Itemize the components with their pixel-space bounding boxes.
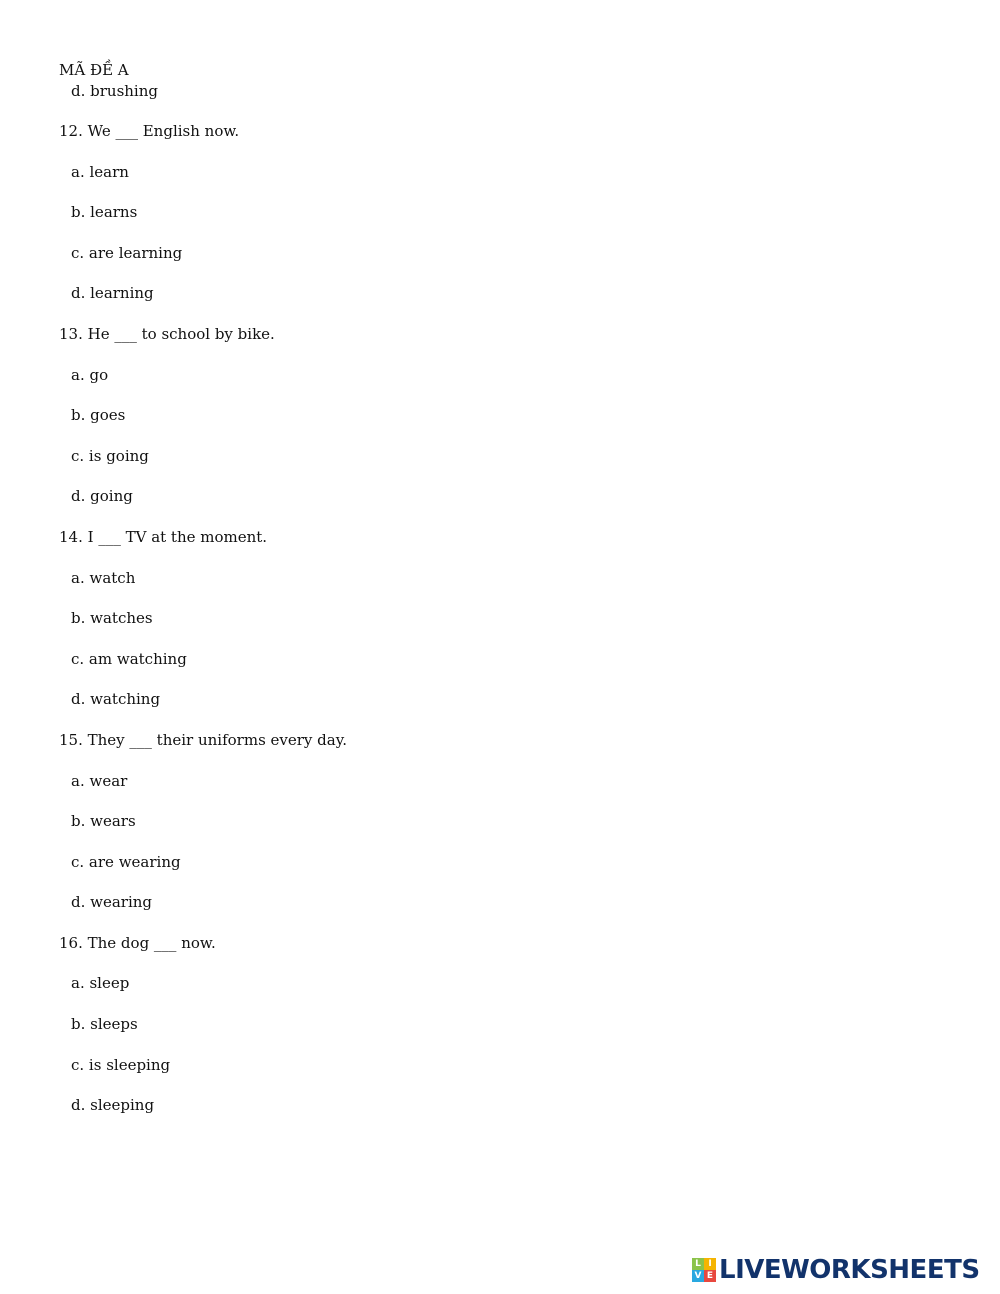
liveworksheets-brand <box>692 1256 980 1284</box>
option-d[interactable]: d. watching <box>71 690 161 709</box>
question-16 <box>59 933 759 1136</box>
logo-tile-e: E <box>704 1270 716 1282</box>
option-d[interactable]: d. wearing <box>71 893 153 912</box>
brand-name: LIVEWORKSHEETS <box>719 1255 980 1285</box>
option-a[interactable]: a. watch <box>71 568 136 587</box>
option-b[interactable]: b. goes <box>71 406 126 425</box>
question-12 <box>59 121 759 324</box>
option-c[interactable]: c. is going <box>71 446 149 465</box>
test-code-label: MÃ ĐỀ A <box>59 61 129 79</box>
option-b[interactable]: b. wears <box>71 812 136 831</box>
option-c[interactable]: c. are wearing <box>71 852 181 871</box>
question-list <box>59 121 759 1136</box>
question-13 <box>59 324 759 527</box>
option-a[interactable]: a. sleep <box>71 974 130 993</box>
option-d[interactable]: d. learning <box>71 284 154 303</box>
option-a[interactable]: a. wear <box>71 771 128 790</box>
option-b[interactable]: b. learns <box>71 203 138 222</box>
option-b[interactable]: b. watches <box>71 609 153 628</box>
logo-tile-i: I <box>704 1258 716 1270</box>
option-c[interactable]: c. are learning <box>71 243 183 262</box>
option-b[interactable]: b. sleeps <box>71 1015 138 1034</box>
option-d[interactable]: d. sleeping <box>71 1096 155 1115</box>
option-d[interactable]: d. going <box>71 487 133 506</box>
option-c[interactable]: c. is sleeping <box>71 1055 171 1074</box>
carryover-option: d. brushing <box>71 82 158 100</box>
logo-tile-v: V <box>692 1270 704 1282</box>
question-text: 12. We ___ English now. <box>59 122 240 140</box>
question-text: 15. They ___ their uniforms every day. <box>59 730 347 749</box>
question-text: 14. I ___ TV at the moment. <box>59 527 268 546</box>
logo-tile-l: L <box>692 1258 704 1270</box>
option-a[interactable]: a. go <box>71 365 109 384</box>
option-c[interactable]: c. am watching <box>71 649 187 668</box>
question-text: 16. The dog ___ now. <box>59 933 216 952</box>
question-14 <box>59 527 759 730</box>
question-15 <box>59 730 759 933</box>
liveworksheets-logo-icon <box>692 1258 716 1282</box>
option-a[interactable]: a. learn <box>71 162 129 181</box>
question-text: 13. He ___ to school by bike. <box>59 324 275 343</box>
